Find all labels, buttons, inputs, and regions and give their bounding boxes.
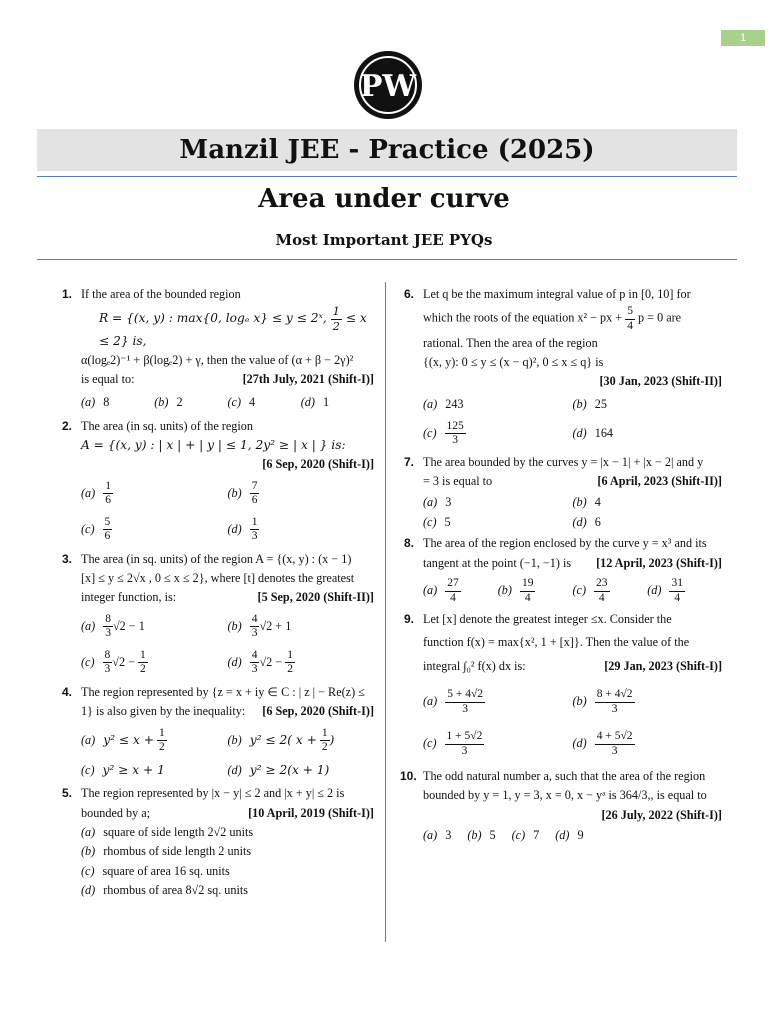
option-a[interactable]: (a) 3 [423, 494, 452, 509]
option-b[interactable]: (b) $\frac{19}{4}$ [497, 577, 534, 604]
option-b[interactable]: (b) 5 [467, 828, 496, 843]
option-c[interactable]: (c) $\frac{125}{3}$ [423, 420, 464, 447]
question-7 [404, 454, 722, 533]
option-a[interactable]: (a) 8 [81, 395, 110, 410]
option-c[interactable]: (c) 7 [511, 828, 540, 843]
question-6 [404, 286, 722, 451]
option-b[interactable]: (b) 4 [572, 494, 601, 509]
question-text: α(logₑ2)⁻¹ + β(logₑ2) + γ, then the value of (α + β − 2γ)² [81, 353, 354, 368]
question-text: If the area of the bounded region [81, 287, 241, 301]
exam-tag: [6 Sep, 2020 (Shift-I)] [262, 704, 374, 719]
question-number: 7. [404, 454, 415, 469]
question-text: The odd natural number a, such that the area of the region [423, 769, 706, 784]
question-1 [62, 286, 374, 415]
question-number: 2. [62, 418, 73, 433]
options [81, 824, 374, 899]
option-d[interactable]: (d) $\frac{31}{4}$ [647, 577, 683, 604]
option-a[interactable]: (a) y² ≤ x + $\frac{1}{2}$ [81, 726, 165, 753]
column-divider [385, 282, 386, 942]
question-text: Let [x] denote the greatest integer ≤x. Consider the [423, 612, 672, 627]
exam-tag: [30 Jan, 2023 (Shift-II)] [599, 374, 722, 389]
question-text: The region represented by {z = x + iy ∈ C : | z | − Re(z) ≤ [81, 684, 365, 699]
option-d[interactable]: (d) y² ≥ 2(x + 1) [227, 762, 330, 777]
option-b[interactable]: (b) $\frac{4}{3}$ √2 + 1 [227, 613, 292, 640]
option-d[interactable]: (d) $\frac{4 + 5√2}{3}$ [572, 730, 633, 757]
exam-tag: [26 July, 2022 (Shift-I)] [601, 807, 722, 822]
option-c[interactable]: (c) $\frac{1 + 5√2}{3}$ [423, 730, 483, 757]
pw-logo [353, 50, 423, 120]
option-c[interactable]: (c) $\frac{5}{6}$ [81, 516, 111, 543]
option-b[interactable]: (b) 25 [572, 397, 607, 412]
option-b[interactable]: (b) $\frac{7}{6}$ [227, 480, 258, 507]
options [423, 574, 722, 608]
question-formula: A = {(x, y) : | x | + | y | ≤ 1, 2y² ≥ | x | } is: [81, 438, 346, 453]
question-text: The area bounded by the curves y = |x − 1| + |x − 2| and y [423, 454, 704, 469]
option-c[interactable]: (c) 4 [227, 395, 256, 410]
fraction: $\frac{1}{2}$ [332, 304, 340, 333]
page-number: 1 [721, 30, 765, 46]
option-b[interactable]: (b) y² ≤ 2( x + $\frac{1}{2}$ ) [227, 726, 335, 753]
question-formula: R = {(x, y) : max{0, logₑ x} ≤ y ≤ 2ˣ, $\frac{1}{2}$ ≤ x ≤ 2} is, [99, 304, 367, 348]
question-10 [400, 768, 722, 846]
option-a[interactable]: (a) square of side length 2√2 units [81, 825, 254, 840]
option-c[interactable]: (c) 5 [423, 514, 451, 529]
option-a[interactable]: (a) $\frac{1}{6}$ [81, 480, 111, 507]
banner-rule [37, 176, 737, 177]
question-number: 3. [62, 551, 73, 566]
left-column [62, 284, 374, 902]
question-text: is equal to: [27th July, 2021 (Shift-I)] [81, 371, 374, 388]
option-c[interactable]: (c) square of area 16 sq. units [81, 863, 230, 878]
question-4 [62, 684, 374, 783]
option-b[interactable]: (b) $\frac{8 + 4√2}{3}$ [572, 688, 633, 715]
question-number: 4. [62, 684, 73, 699]
page-subtitle: Most Important JEE PYQs [275, 231, 493, 249]
header-rule [37, 259, 737, 260]
option-b[interactable]: (b) rhombus of side length 2 units [81, 844, 252, 859]
option-a[interactable]: (a) 243 [423, 397, 464, 412]
question-8 [404, 535, 722, 608]
question-number: 6. [404, 287, 415, 301]
question-number: 1. [62, 287, 73, 301]
question-text: {(x, y): 0 ≤ y ≤ (x − q)², 0 ≤ x ≤ q} is [423, 355, 604, 370]
option-a[interactable]: (a) 3 [423, 828, 452, 843]
practice-banner: Manzil JEE - Practice (2025) [37, 129, 737, 171]
option-d[interactable]: (d) $\frac{4}{3}$ √2 − $\frac{1}{2}$ [227, 649, 293, 676]
option-c[interactable]: (c) $\frac{23}{4}$ [572, 577, 608, 604]
question-3 [62, 551, 374, 681]
question-text: The area (in sq. units) of the region [81, 418, 253, 433]
question-number: 5. [62, 786, 73, 801]
option-d[interactable]: (d) rhombus of area 8√2 sq. units [81, 883, 249, 898]
svg-text:PW: PW [359, 69, 417, 104]
option-c[interactable]: (c) y² ≥ x + 1 [81, 762, 165, 777]
question-text: [x] ≤ y ≤ 2√x , 0 ≤ x ≤ 2}, where [t] denotes the greatest [81, 571, 355, 586]
question-text: bounded by a; [10 April, 2019 (Shift-I)] [81, 805, 374, 822]
options [81, 609, 374, 681]
exam-tag: [27th July, 2021 (Shift-I)] [242, 372, 374, 387]
options [423, 393, 722, 451]
options [423, 492, 722, 532]
question-text: integer function, is: [5 Sep, 2020 (Shift-II)] [81, 589, 374, 606]
exam-tag: [29 Jan, 2023 (Shift-I)] [604, 658, 722, 673]
option-d[interactable]: (d) 164 [572, 426, 613, 441]
page-title: Area under curve [258, 184, 510, 214]
options [423, 681, 722, 765]
question-number: 10. [400, 769, 417, 784]
options [423, 826, 722, 846]
exam-tag: [6 Sep, 2020 (Shift-I)] [262, 457, 374, 472]
question-text: bounded by y = 1, y = 3, x = 0, x − yᵃ is 364/3,, is equal to [423, 788, 707, 803]
option-d[interactable]: (d) 1 [300, 395, 330, 410]
question-5 [62, 785, 374, 899]
question-number: 8. [404, 536, 415, 551]
question-text: rational. Then the area of the region [423, 335, 598, 350]
option-a[interactable]: (a) $\frac{5 + 4√2}{3}$ [423, 688, 484, 715]
question-9 [404, 611, 722, 765]
question-text: The region represented by |x − y| ≤ 2 and |x + y| ≤ 2 is [81, 786, 345, 801]
option-a[interactable]: (a) $\frac{8}{3}$ √2 − 1 [81, 613, 145, 640]
question-text: function f(x) = max{x², 1 + [x]}. Then the value of the [423, 635, 690, 650]
option-d[interactable]: (d) 6 [572, 514, 601, 529]
question-text: integral ∫₀² f(x) dx is: [29 Jan, 2023 (Shift-I)] [423, 658, 722, 675]
question-text: 1} is also given by the inequality: [6 Sep, 2020 (Shift-I)] [81, 703, 374, 720]
question-text: which the roots of the equation x² − px + $\frac{5}{4}$ p = 0 are [423, 305, 682, 332]
options [81, 722, 374, 782]
question-text: The area of the region enclosed by the curve y = x³ and its [423, 536, 707, 551]
option-d[interactable]: (d) $\frac{1}{3}$ [227, 516, 258, 543]
fraction: $\frac{5}{4}$ [627, 305, 633, 332]
right-column [400, 284, 722, 849]
options [81, 391, 374, 415]
option-a[interactable]: (a) $\frac{27}{4}$ [423, 577, 459, 604]
question-2 [62, 418, 374, 548]
option-d[interactable]: (d) 9 [555, 828, 584, 843]
option-c[interactable]: (c) $\frac{8}{3}$ √2 − $\frac{1}{2}$ [81, 649, 146, 676]
question-text: Let q be the maximum integral value of p in [0, 10] for [423, 287, 691, 301]
option-b[interactable]: (b) 2 [154, 395, 183, 410]
question-text: The area (in sq. units) of the region A = {(x, y) : (x − 1) [81, 551, 352, 566]
exam-tag: [6 April, 2023 (Shift-II)] [597, 474, 722, 489]
question-text: = 3 is equal to [6 April, 2023 (Shift-II)] [423, 473, 722, 490]
exam-tag: [5 Sep, 2020 (Shift-II)] [257, 590, 374, 605]
exam-tag: [12 April, 2023 (Shift-I)] [596, 555, 722, 570]
question-text: tangent at the point (−1, −1) is [12 April, 2023 (Shift-I)] [423, 555, 722, 572]
exam-tag: [10 April, 2019 (Shift-I)] [248, 805, 374, 820]
options [81, 476, 374, 548]
question-number: 9. [404, 612, 415, 627]
